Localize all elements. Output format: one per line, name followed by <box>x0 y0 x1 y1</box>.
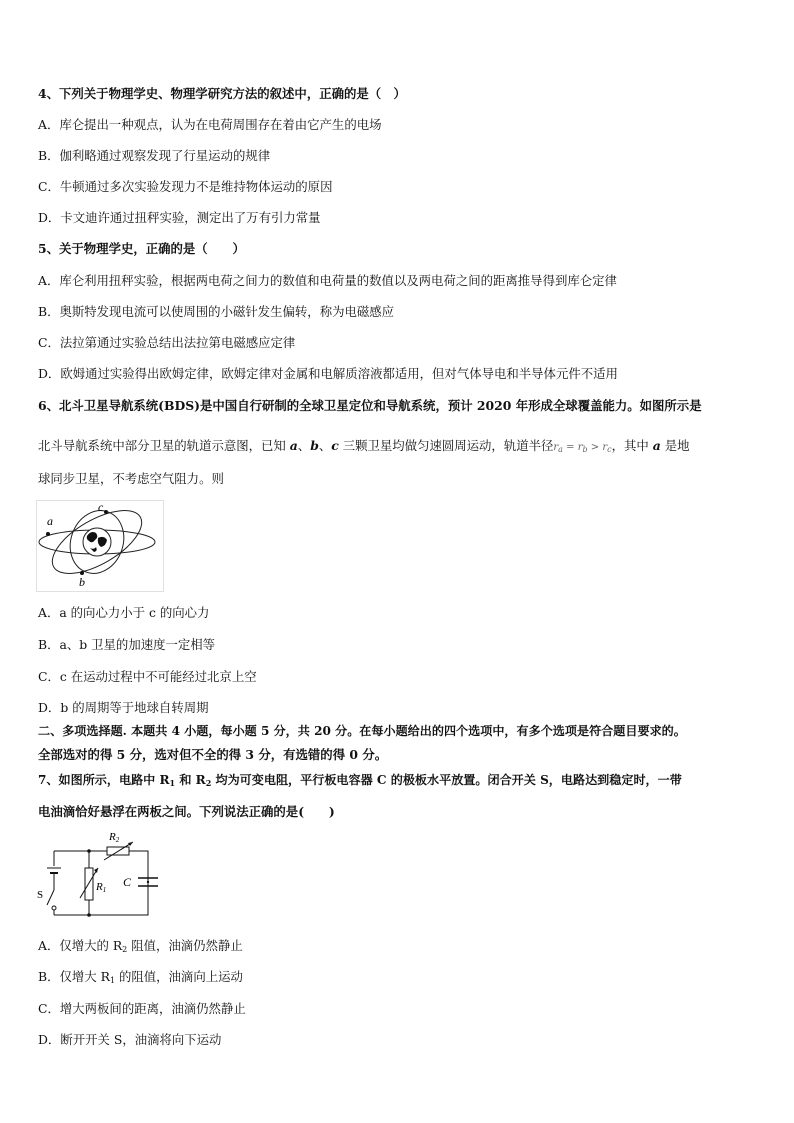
label-c: c <box>98 500 104 514</box>
q6-sat-c: c <box>331 438 339 453</box>
q7-option-b: B．仅增大 $R_1$ 的阻值，油滴向上运动 <box>38 969 243 985</box>
section2-heading-line2: 全部选对的得 5 分，选对但不全的得 3 分，有选错的得 0 分。 <box>38 747 388 762</box>
q6-radius-equation: $r_a = r_b > r_c$ <box>553 442 612 454</box>
q6-option-c: C．c 在运动过程中不可能经过北京上空 <box>38 669 257 684</box>
switch-arm <box>47 890 54 905</box>
satellite-c-dot <box>104 510 108 514</box>
junction-top <box>87 849 91 853</box>
satellite-a-dot <box>46 532 50 536</box>
q7-option-d: D．断开开关 S，油滴将向下运动 <box>38 1032 222 1047</box>
label-a: a <box>47 514 53 528</box>
label-r2: R2 <box>109 831 120 844</box>
q5-option-b: B．奥斯特发现电流可以使周围的小磁针发生偏转，称为电磁感应 <box>38 304 395 319</box>
q4-option-a: A．库仑提出一种观点，认为在电荷周围存在着由它产生的电场 <box>38 117 382 132</box>
q6-option-d: D．b 的周期等于地球自转周期 <box>38 700 209 715</box>
section2-heading-line1: 二、多项选择题. 本题共 4 小题，每小题 5 分，共 20 分。在每小题给出的四个选项中，有多个选项是符合题目要求的。 <box>38 724 686 738</box>
switch-contact <box>52 906 56 910</box>
q4-option-b: B．伽利略通过观察发现了行星运动的规律 <box>38 148 271 163</box>
q4-option-d: D．卡文迪许通过扭秤实验，测定出了万有引力常量 <box>38 210 321 225</box>
q6-sep1: 、 <box>297 438 311 453</box>
label-c: C <box>123 875 132 889</box>
q5-option-c: C．法拉第通过实验总结出法拉第电磁感应定律 <box>38 335 296 350</box>
q6-option-a: A．a 的向心力小于 c 的向心力 <box>38 605 210 620</box>
q7-circuit-figure <box>34 828 168 920</box>
junction-bottom <box>87 913 91 917</box>
label-s: S <box>37 889 44 901</box>
earth-icon <box>83 528 111 556</box>
q4-option-c: C．牛顿通过多次实验发现力不是维持物体运动的原因 <box>38 179 333 194</box>
q6-sat-b: b <box>310 438 319 453</box>
resistor-r2-arrowhead <box>128 842 133 846</box>
q7-stem-line2: 电油滴恰好悬浮在两板之间。下列说法正确的是( ) <box>38 804 335 819</box>
q4-stem: 4、下列关于物理学史、物理学研究方法的叙述中，正确的是（ ） <box>38 86 406 101</box>
q7-stem-line1: 7、如图所示，电路中 $R_1$ 和 $R_2$ 均为可变电阻，平行板电容器 C 的极板水平放置。闭合开关 S，电路达到稳定时，一带 <box>38 773 682 788</box>
q6-sat-a: a <box>289 438 298 453</box>
q5-option-d: D．欧姆通过实验得出欧姆定律，欧姆定律对金属和电解质溶液都适用，但对气体导电和半导体元件不适用 <box>38 366 618 381</box>
label-b: b <box>79 575 85 589</box>
label-r1: R1 <box>96 881 107 894</box>
resistor-r1 <box>85 868 93 900</box>
q7-option-c: C．增大两板间的距离，油滴仍然静止 <box>38 1001 246 1016</box>
q6-stem-text-c: ，其中 <box>611 438 649 453</box>
q6-sat-a2: a <box>652 438 661 453</box>
q6-stem-line3: 球同步卫星，不考虑空气阻力。则 <box>38 471 224 486</box>
q6-stem-line2 <box>38 436 690 454</box>
q5-option-a: A．库仑利用扭秤实验，根据两电荷之间力的数值和电荷量的数值以及两电荷之间的距离推导得到库仑定律 <box>38 273 617 288</box>
oil-drop-dot <box>147 881 149 883</box>
q5-stem: 5、关于物理学史，正确的是（ ） <box>38 241 245 256</box>
q6-orbit-figure <box>36 500 164 592</box>
q6-stem-text-a: 北斗导航系统中部分卫星的轨道示意图，已知 <box>38 438 286 453</box>
q6-stem-line1: 6、北斗卫星导航系统(BDS)是中国自行研制的全球卫星定位和导航系统，预计 2020 年形成全球覆盖能力。如图所示是 <box>38 398 702 413</box>
q6-stem-text-d: 是地 <box>664 438 690 453</box>
q6-sep2: 、 <box>318 438 332 453</box>
q6-stem-text-b: 三颗卫星均做匀速圆周运动，轨道半径 <box>342 438 554 453</box>
q6-option-b: B．a、b 卫星的加速度一定相等 <box>38 637 216 652</box>
q7-option-a: A．仅增大的 $R_2$ 阻值，油滴仍然静止 <box>38 938 243 954</box>
